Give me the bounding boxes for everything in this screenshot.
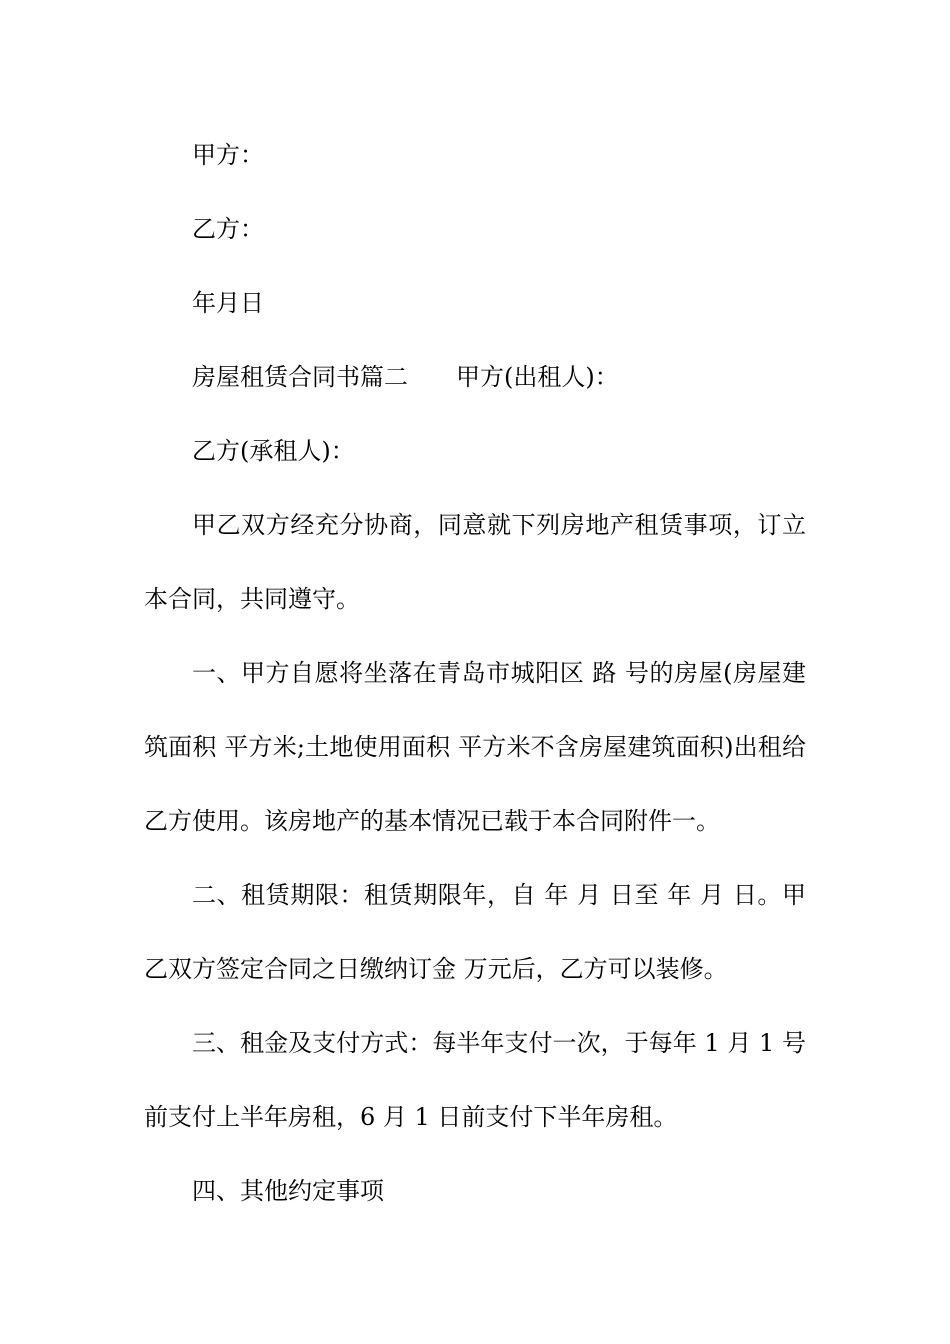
title-line — [144, 340, 824, 414]
party-a-line: 甲方： — [192, 141, 264, 169]
clause-2-paragraph: 二、租赁期限：租赁期限年，自 年 月 日至 年 月 日。甲乙双方签定合同之日缴纳订金 万元后，乙方可以装修。 — [144, 881, 806, 983]
clause-3-paragraph: 三、租金及支付方式：每半年支付一次，于每年 1 月 1 号前支付上半年房租，6 月 1 日前支付下半年房租。 — [144, 1029, 806, 1131]
party-b-line: 乙方： — [192, 215, 264, 243]
clause-4-heading: 四、其他约定事项 — [192, 1177, 384, 1205]
document-body — [144, 118, 824, 1228]
preamble-paragraph: 甲乙双方经充分协商，同意就下列房地产租赁事项，订立本合同，共同遵守。 — [144, 511, 806, 613]
party-b-lessee-line: 乙方(承租人)： — [192, 437, 355, 465]
date-line: 年月日 — [192, 289, 264, 317]
party-a-lessor: 甲方(出租人)： — [456, 363, 619, 391]
clause-1-paragraph: 一、甲方自愿将坐落在青岛市城阳区 路 号的房屋(房屋建筑面积 平方米;土地使用面积 平方米不含房屋建筑面积)出租给乙方使用。该房地产的基本情况已载于本合同附件一。 — [144, 659, 806, 835]
contract-title: 房屋租赁合同书篇二 — [192, 363, 408, 391]
